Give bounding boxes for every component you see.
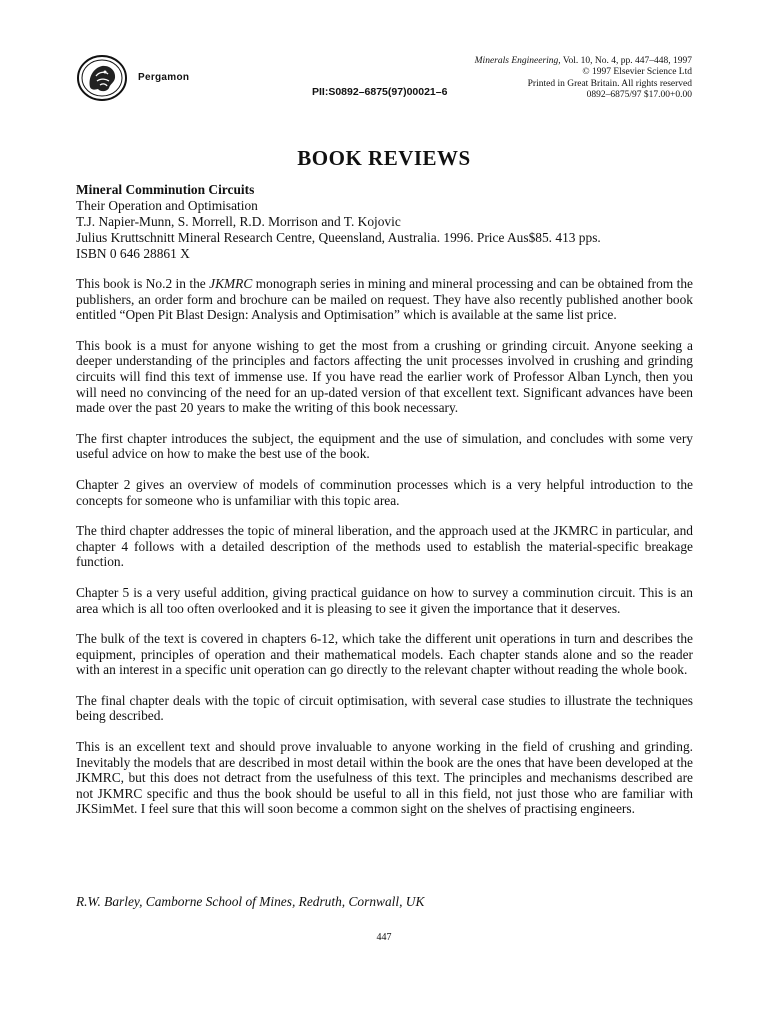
review-paragraph-1-text: This book is No.2 in the (76, 276, 210, 291)
copyright-line: © 1997 Elsevier Science Ltd (582, 67, 692, 78)
pergamon-tree-emblem-icon (76, 54, 128, 102)
review-paragraph-2: This book is a must for anyone wishing to get the most from a crushing or grinding circuit. Anyone seeking a deeper understanding of the principles and factors affecting the unit processes involved in crushing and grinding circuits will find this text of immense use. If you have read the earlier work of Professor Alban Lynch, then you will need no convincing of the need for an up-dated version of that excellent text. Significant advances have been made over the past 20 years to make the writing of this book necessary. (76, 337, 693, 416)
book-publisher-line: Julius Kruttschnitt Mineral Research Centre, Queensland, Australia. 1996. Price Aus$85. 413 pps. (76, 230, 601, 245)
series-name: JKMRC (209, 276, 253, 291)
book-subtitle: Their Operation and Optimisation (76, 198, 258, 213)
review-paragraph-1 (76, 276, 693, 323)
journal-info (475, 56, 692, 102)
journal-citation (475, 56, 692, 67)
journal-name: Minerals Engineering, (474, 56, 561, 66)
book-citation (76, 182, 696, 262)
book-authors: T.J. Napier-Munn, S. Morrell, R.D. Morrison and T. Kojovic (76, 214, 401, 229)
review-paragraph-6: Chapter 5 is a very useful addition, giving practical guidance on how to survey a comminution circuit. This is an area which is all too often overlooked and it is pleasing to see it given the importance that it deserves. (76, 584, 693, 616)
review-paragraph-8: The final chapter deals with the topic of circuit optimisation, with several case studies to illustrate the techniques being described. (76, 692, 693, 724)
publisher-name: Pergamon (138, 72, 190, 83)
review-paragraph-9: This is an excellent text and should prove invaluable to anyone working in the field of crushing and grinding. Inevitably the models that are described in most detail within the book are the ones that have been developed at the JKMRC, but this does not detract from the usefulness of this text. The principles and mechanisms described are not JKMRC specific and thus the book should be useful to all in this field, not just those who are familiar with JKSimMet. I feel sure that this will soon become a common sight on the shelves of practising engineers. (76, 739, 693, 817)
review-paragraph-7: The bulk of the text is covered in chapters 6-12, which take the different unit operations in turn and describes the equipment, principles of operation and their mathematical models. Each chapter stands alone and so the reader with an interest in a specific unit operation can go directly to the relevant chapter without reading the whole book. (76, 631, 693, 678)
review-body (76, 276, 693, 817)
review-paragraph-3: The first chapter introduces the subject, the equipment and the use of simulation, and concludes with some very useful advice on how to make the best use of the book. (76, 430, 693, 462)
printed-line: Printed in Great Britain. All rights reserved (527, 78, 692, 89)
pii-identifier: PII:S0892–6875(97)00021–6 (312, 86, 448, 98)
review-paragraph-1-text-cont: monograph series in mining and mineral processing and can be obtained from the publishers, an order form and brochure can be mailed on request. They have also recently published another book entitled “Open Pit Blast Design: Analysis and Optimisation” which is available at the same list price. (76, 276, 693, 323)
section-heading: BOOK REVIEWS (297, 146, 471, 170)
review-paragraph-4: Chapter 2 gives an overview of models of comminution processes which is a very helpful introduction to the concepts for someone who is unfamiliar with this topic area. (76, 476, 693, 508)
issn-line: 0892–6875/97 $17.00+0.00 (586, 90, 692, 101)
reviewer-signature: R.W. Barley, Camborne School of Mines, Redruth, Cornwall, UK (76, 894, 425, 909)
book-isbn: ISBN 0 646 28861 X (76, 246, 190, 261)
book-title: Mineral Comminution Circuits (76, 182, 255, 197)
journal-details: Vol. 10, No. 4, pp. 447–448, 1997 (560, 56, 692, 66)
review-paragraph-5: The third chapter addresses the topic of mineral liberation, and the approach used at the JKMRC in particular, and chapter 4 follows with a detailed description of the methods used to establish the material-specific breakage function. (76, 523, 693, 570)
page-number: 447 (376, 932, 392, 943)
